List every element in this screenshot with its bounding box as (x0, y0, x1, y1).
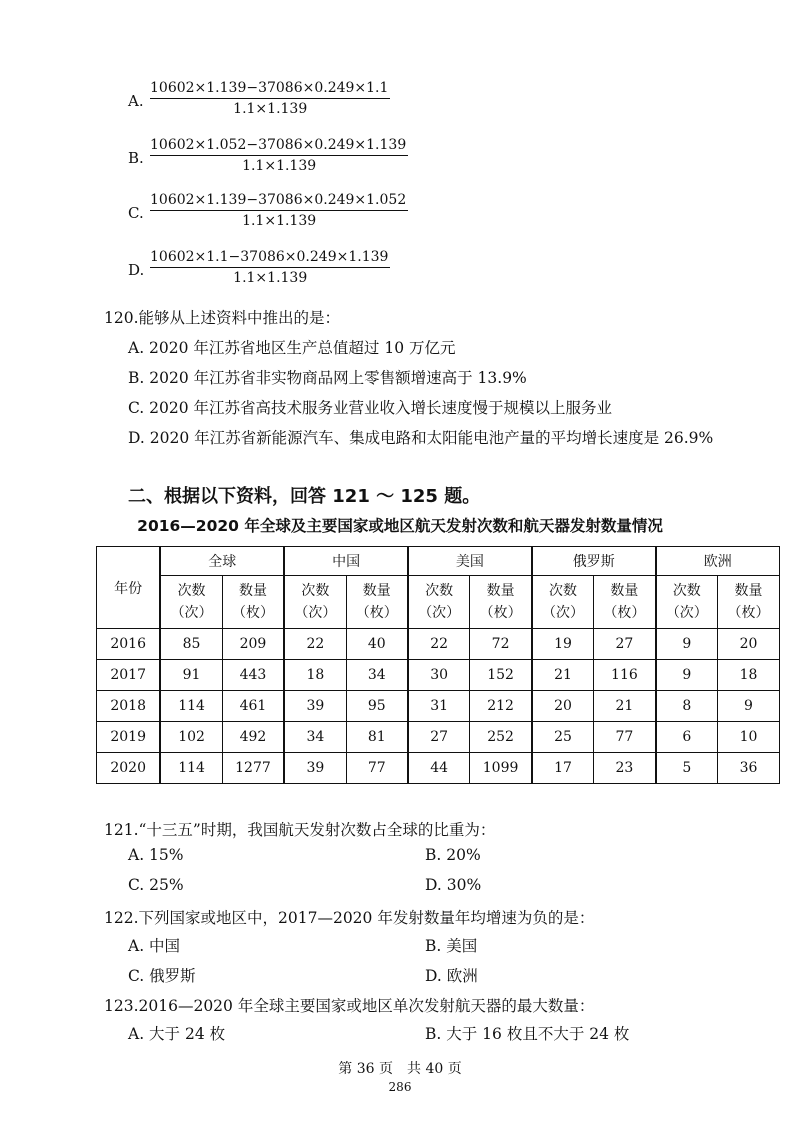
table-cell: 114 (160, 691, 222, 722)
table-cell: 25 (532, 722, 594, 753)
table-cell: 6 (656, 722, 718, 753)
formula-option-b-denominator: 1.1×1.139 (242, 158, 317, 174)
table-cell: 21 (532, 660, 594, 691)
sub-header-count-unit: （次） (542, 605, 584, 621)
q122-option-a[interactable]: A. 中国 (128, 937, 181, 955)
sub-header-qty (222, 576, 284, 629)
q122-option-c[interactable]: C. 俄罗斯 (128, 967, 196, 985)
sub-header-qty (346, 576, 408, 629)
table-cell: 30 (408, 660, 470, 691)
table-cell: 34 (346, 660, 408, 691)
sub-header-count-unit: （次） (170, 605, 213, 621)
formula-option-c-denominator: 1.1×1.139 (242, 213, 317, 229)
formula-option-c (150, 192, 408, 229)
sub-header-count (532, 576, 594, 629)
table-cell: 102 (160, 722, 222, 753)
table-cell: 17 (532, 753, 594, 784)
table-cell: 492 (222, 722, 284, 753)
q120-option-b[interactable]: B. 2020 年江苏省非实物商品网上零售额增速高于 13.9% (128, 369, 527, 387)
q120-option-a[interactable]: A. 2020 年江苏省地区生产总值超过 10 万亿元 (128, 339, 456, 357)
sub-header-qty (470, 576, 532, 629)
table-cell: 114 (160, 753, 222, 784)
sub-header-count-unit: （次） (418, 605, 461, 621)
year-cell: 2017 (97, 660, 161, 691)
table-title: 2016—2020 年全球及主要国家或地区航天发射次数和航天器发射数量情况 (137, 517, 663, 535)
table-row (97, 722, 780, 753)
table-cell: 19 (532, 629, 594, 660)
table-cell: 212 (470, 691, 532, 722)
table-cell: 9 (656, 629, 718, 660)
sub-header-qty (594, 576, 656, 629)
formula-option-b-numerator: 10602×1.052−37086×0.249×1.139 (150, 137, 408, 156)
q121-stem: 121.“十三五”时期，我国航天发射次数占全球的比重为： (104, 821, 496, 839)
table-body (97, 629, 780, 784)
table-cell: 152 (470, 660, 532, 691)
q121-option-d[interactable]: D. 30% (425, 876, 482, 894)
q122-option-b[interactable]: B. 美国 (425, 937, 478, 955)
table-cell: 443 (222, 660, 284, 691)
table-cell: 18 (284, 660, 346, 691)
sub-header-qty-label: 数量 (734, 583, 763, 599)
sub-header-qty-unit: （枚） (231, 605, 274, 621)
q120-option-c[interactable]: C. 2020 年江苏省高技术服务业营业收入增长速度慢于规模以上服务业 (128, 399, 613, 417)
sub-header-count (656, 576, 718, 629)
sub-header-count-label: 次数 (672, 583, 701, 599)
sub-header-count-unit: （次） (294, 605, 337, 621)
sub-header-qty-unit: （枚） (603, 605, 646, 621)
table-cell: 40 (346, 629, 408, 660)
year-header: 年份 (97, 547, 161, 629)
table-cell: 81 (346, 722, 408, 753)
section-heading: 二、根据以下资料，回答 121 ～ 125 题。 (128, 486, 481, 507)
page-number: 286 (388, 1080, 412, 1094)
sub-header-count-unit: （次） (665, 605, 708, 621)
formula-option-c-letter: C. (128, 204, 144, 222)
sub-header-qty-label: 数量 (610, 583, 639, 599)
year-cell: 2019 (97, 722, 161, 753)
q120-option-d[interactable]: D. 2020 年江苏省新能源汽车、集成电路和太阳能电池产量的平均增长速度是 26.9% (128, 429, 714, 447)
sub-header-qty (718, 576, 780, 629)
table-cell: 36 (718, 753, 780, 784)
table-cell: 9 (718, 691, 780, 722)
year-cell: 2020 (97, 753, 161, 784)
table-cell: 116 (594, 660, 656, 691)
table-row (97, 660, 780, 691)
page-footer-label: 第 36 页 共 40 页 (338, 1061, 462, 1077)
formula-option-d-letter: D. (128, 261, 145, 279)
table-cell: 72 (470, 629, 532, 660)
table-cell: 18 (718, 660, 780, 691)
formula-option-a-numerator: 10602×1.139−37086×0.249×1.1 (150, 80, 390, 99)
formula-option-a (150, 80, 390, 117)
q122-stem: 122.下列国家或地区中，2017—2020 年发射数量年均增速为负的是： (104, 909, 595, 927)
table-row (97, 753, 780, 784)
launch-data-table (96, 546, 780, 784)
formula-option-b-letter: B. (128, 149, 144, 167)
sub-header-qty-unit: （枚） (727, 605, 770, 621)
table-cell: 21 (594, 691, 656, 722)
formula-option-c-numerator: 10602×1.139−37086×0.249×1.052 (150, 192, 408, 211)
table-cell: 91 (160, 660, 222, 691)
sub-header-count (408, 576, 470, 629)
table-cell: 5 (656, 753, 718, 784)
table-group-header-row (97, 547, 780, 576)
sub-header-qty-label: 数量 (238, 583, 267, 599)
table-cell: 77 (346, 753, 408, 784)
table-cell: 27 (408, 722, 470, 753)
table-cell: 20 (532, 691, 594, 722)
formula-option-d-numerator: 10602×1.1−37086×0.249×1.139 (150, 249, 390, 268)
sub-header-qty-unit: （枚） (479, 605, 522, 621)
table-cell: 1277 (222, 753, 284, 784)
sub-header-qty-label: 数量 (362, 583, 391, 599)
sub-header-count-label: 次数 (425, 583, 454, 599)
table-cell: 8 (656, 691, 718, 722)
sub-header-count (284, 576, 346, 629)
sub-header-qty-label: 数量 (486, 583, 515, 599)
table-cell: 9 (656, 660, 718, 691)
table-cell: 85 (160, 629, 222, 660)
formula-option-a-letter: A. (128, 92, 144, 110)
table-cell: 31 (408, 691, 470, 722)
table-cell: 39 (284, 691, 346, 722)
sub-header-count-label: 次数 (301, 583, 330, 599)
table-cell: 44 (408, 753, 470, 784)
table-cell: 252 (470, 722, 532, 753)
group-header-europe: 欧洲 (656, 547, 780, 576)
table-cell: 22 (284, 629, 346, 660)
table-cell: 20 (718, 629, 780, 660)
formula-option-b (150, 137, 408, 174)
sub-header-count-label: 次数 (177, 583, 206, 599)
group-header-china: 中国 (284, 547, 408, 576)
group-header-usa: 美国 (408, 547, 532, 576)
q121-option-b[interactable]: B. 20% (425, 846, 481, 864)
formula-option-d-denominator: 1.1×1.139 (233, 270, 308, 286)
q123-option-a[interactable]: A. 大于 24 枚 (128, 1025, 226, 1043)
q121-option-c[interactable]: C. 25% (128, 876, 184, 894)
table-cell: 209 (222, 629, 284, 660)
table-cell: 10 (718, 722, 780, 753)
year-cell: 2018 (97, 691, 161, 722)
table-cell: 1099 (470, 753, 532, 784)
table-sub-header-row (97, 576, 780, 629)
group-header-global: 全球 (160, 547, 284, 576)
formula-option-a-denominator: 1.1×1.139 (233, 101, 308, 117)
table-row (97, 629, 780, 660)
sub-header-qty-unit: （枚） (355, 605, 398, 621)
q121-option-a[interactable]: A. 15% (128, 846, 184, 864)
table-row (97, 691, 780, 722)
table-cell: 461 (222, 691, 284, 722)
sub-header-count (160, 576, 222, 629)
q122-option-d[interactable]: D. 欧洲 (425, 967, 478, 985)
q120-stem: 120.能够从上述资料中推出的是： (104, 309, 341, 327)
table-cell: 27 (594, 629, 656, 660)
sub-header-count-label: 次数 (549, 583, 577, 599)
table-cell: 22 (408, 629, 470, 660)
table-cell: 23 (594, 753, 656, 784)
formula-option-d (150, 249, 390, 286)
group-header-russia: 俄罗斯 (532, 547, 656, 576)
table-cell: 34 (284, 722, 346, 753)
q123-option-b[interactable]: B. 大于 16 枚且不大于 24 枚 (425, 1025, 630, 1043)
table-cell: 39 (284, 753, 346, 784)
table-cell: 95 (346, 691, 408, 722)
year-cell: 2016 (97, 629, 161, 660)
table-cell: 77 (594, 722, 656, 753)
q123-stem: 123.2016—2020 年全球主要国家或地区单次发射航天器的最大数量： (104, 997, 595, 1015)
